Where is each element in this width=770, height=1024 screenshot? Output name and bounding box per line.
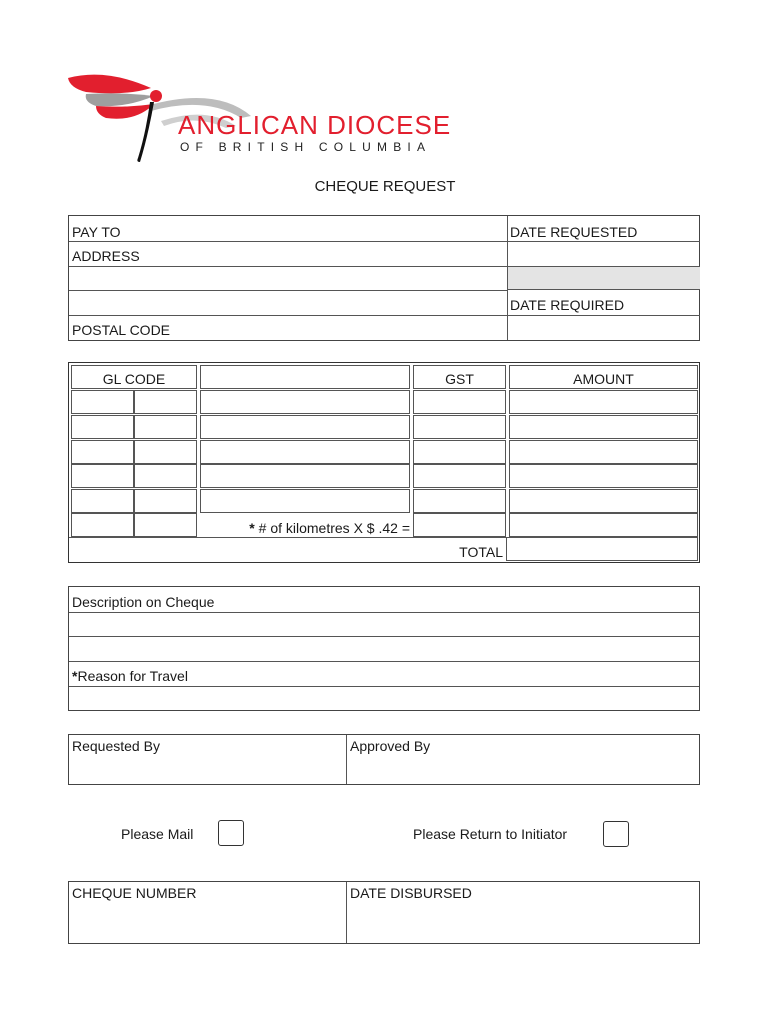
total-amount-cell[interactable] <box>506 537 698 561</box>
approved-by-label: Approved By <box>350 738 431 754</box>
description-cell[interactable] <box>200 415 410 439</box>
kilometres-text: # of kilometres X $ .42 = <box>254 520 410 536</box>
amount-cell[interactable] <box>509 440 698 464</box>
date-required-label: DATE REQUIRED <box>510 297 625 313</box>
km-input-cell[interactable] <box>413 513 506 537</box>
amount-cell[interactable] <box>509 513 698 537</box>
reason-for-travel-label <box>72 668 188 684</box>
disbursement-section <box>68 881 700 944</box>
gl-code-cell[interactable] <box>134 390 197 414</box>
divider <box>69 612 699 613</box>
total-label: TOTAL <box>459 544 503 560</box>
description-section <box>68 586 700 711</box>
amount-cell[interactable] <box>509 390 698 414</box>
payee-section <box>68 215 700 341</box>
gst-cell[interactable] <box>413 464 506 488</box>
page-title: CHEQUE REQUEST <box>314 178 456 195</box>
gl-code-cell[interactable] <box>71 513 134 537</box>
cheque-number-label: CHEQUE NUMBER <box>72 885 197 901</box>
amount-label: AMOUNT <box>573 371 634 387</box>
gl-code-cell[interactable] <box>71 440 134 464</box>
divider <box>507 315 700 316</box>
amount-cell[interactable] <box>509 489 698 513</box>
gl-code-cell[interactable] <box>71 415 134 439</box>
divider <box>69 636 699 637</box>
gst-cell[interactable] <box>413 489 506 513</box>
gl-code-cell[interactable] <box>134 489 197 513</box>
description-cell[interactable] <box>200 440 410 464</box>
required-asterisk: * <box>72 668 78 684</box>
kilometres-label <box>200 520 410 536</box>
divider <box>69 686 699 687</box>
description-header[interactable] <box>200 365 410 389</box>
address-label: ADDRESS <box>72 248 140 264</box>
amount-cell[interactable] <box>509 464 698 488</box>
divider <box>69 266 507 267</box>
gl-code-cell[interactable] <box>134 464 197 488</box>
gl-code-cell[interactable] <box>71 390 134 414</box>
gl-code-label: GL CODE <box>102 371 166 387</box>
gl-code-cell[interactable] <box>71 464 134 488</box>
description-cell[interactable] <box>200 464 410 488</box>
gst-cell[interactable] <box>413 440 506 464</box>
postal-code-label: POSTAL CODE <box>72 322 171 338</box>
please-mail-checkbox[interactable] <box>218 820 244 846</box>
divider <box>507 241 700 242</box>
divider <box>346 882 347 943</box>
please-return-checkbox[interactable] <box>603 821 629 847</box>
date-requested-field[interactable] <box>508 266 700 290</box>
gst-cell[interactable] <box>413 390 506 414</box>
pay-to-label: PAY TO <box>72 224 121 240</box>
description-cell[interactable] <box>200 489 410 513</box>
date-requested-label: DATE REQUESTED <box>510 224 638 240</box>
amount-cell[interactable] <box>509 415 698 439</box>
description-on-cheque-label: Description on Cheque <box>72 594 215 610</box>
requested-by-label: Requested By <box>72 738 160 754</box>
gl-code-cell[interactable] <box>71 489 134 513</box>
divider <box>69 537 506 538</box>
logo-title: ANGLICAN DIOCESE <box>178 110 452 140</box>
signoff-section <box>68 734 700 785</box>
please-return-label: Please Return to Initiator <box>413 826 568 842</box>
gl-code-cell[interactable] <box>134 440 197 464</box>
divider <box>69 241 507 242</box>
gst-cell[interactable] <box>413 415 506 439</box>
description-cell[interactable] <box>200 390 410 414</box>
gst-label: GST <box>445 371 474 387</box>
reason-for-travel-text: Reason for Travel <box>77 668 188 684</box>
gl-code-cell[interactable] <box>134 513 197 537</box>
divider <box>69 661 699 662</box>
required-asterisk: * <box>249 520 255 536</box>
logo-subtitle: OF BRITISH COLUMBIA <box>180 140 432 154</box>
divider <box>69 290 507 291</box>
divider <box>69 315 507 316</box>
gl-table <box>68 362 700 563</box>
date-disbursed-label: DATE DISBURSED <box>350 885 472 901</box>
gl-code-cell[interactable] <box>134 415 197 439</box>
divider <box>346 735 347 784</box>
diocese-logo <box>66 66 452 166</box>
please-mail-label: Please Mail <box>121 826 194 842</box>
